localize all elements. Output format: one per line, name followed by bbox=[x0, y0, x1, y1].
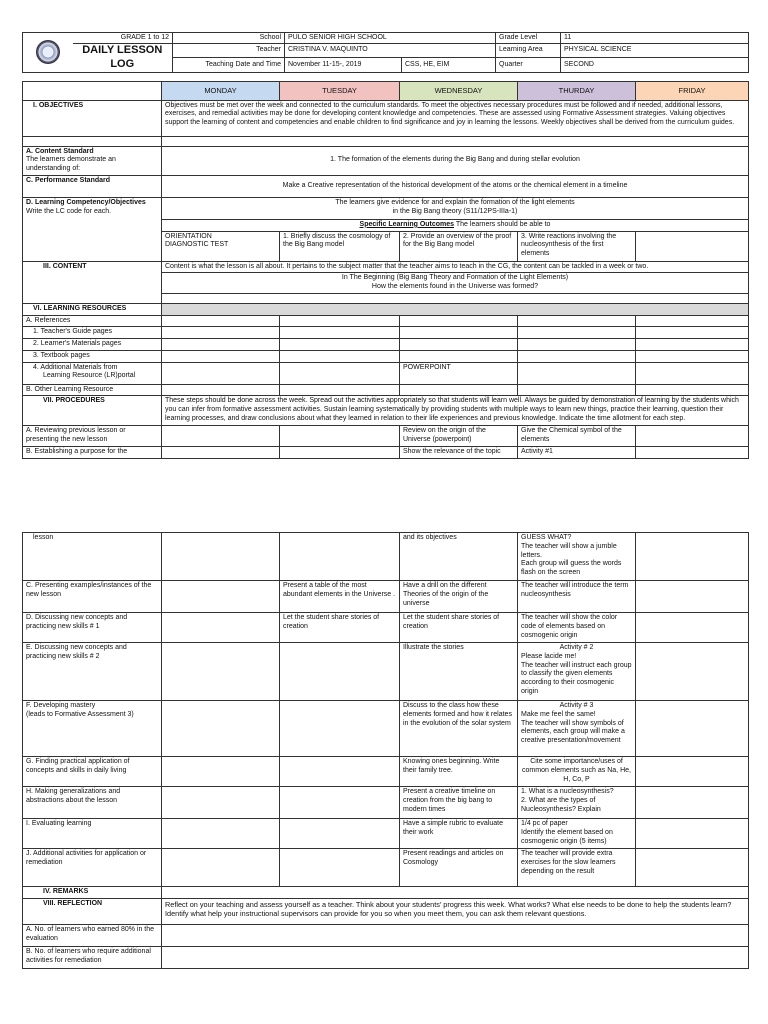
cell bbox=[636, 533, 749, 581]
cell bbox=[280, 315, 400, 327]
day-monday: MONDAY bbox=[162, 81, 280, 100]
proc-d-tuesday: Let the student share stories of creation bbox=[280, 613, 400, 643]
resources-label: VI. LEARNING RESOURCES bbox=[23, 303, 162, 315]
proc-f-thursday bbox=[518, 701, 636, 757]
lesson-table-1 bbox=[22, 81, 749, 459]
page-2 bbox=[22, 532, 748, 969]
remarks-value bbox=[162, 887, 749, 899]
cell bbox=[518, 350, 636, 362]
cell bbox=[636, 426, 749, 447]
competency-label bbox=[23, 197, 162, 261]
cell bbox=[518, 315, 636, 327]
competency-text bbox=[162, 197, 749, 219]
proc-b-thursday: Activity #1 bbox=[518, 446, 636, 458]
page-1 bbox=[22, 32, 748, 459]
proc-b-thursday-cont: GUESS WHAT? The teacher will show a jumble letters. Each group will guess the words flash on the screen bbox=[518, 533, 636, 581]
cell bbox=[636, 581, 749, 613]
objectives-text: Objectives must be met over the week and connected to the curriculum standards. To meet the objectives necessary procedures must be followed and if needed, additional lessons, exercises, and remedial activities may be done for developing content knowledge and competencies. These are assessed using Formative Assessment strategies. Valuing objectives support the learning of content and competencies and enable children to find significance and joy in learning the lessons. Weekly objectives shall be derived from the curriculum guides. bbox=[162, 100, 749, 136]
proc-f-label: F. Developing mastery (leads to Formative Assessment 3) bbox=[23, 701, 162, 757]
cell bbox=[280, 362, 400, 384]
cell bbox=[636, 613, 749, 643]
cell bbox=[518, 327, 636, 339]
cell bbox=[518, 339, 636, 351]
cell bbox=[162, 327, 280, 339]
cell bbox=[636, 787, 749, 819]
tb-label: 3. Textbook pages bbox=[23, 350, 162, 362]
cell bbox=[162, 787, 280, 819]
proc-i-label: I. Evaluating learning bbox=[23, 819, 162, 849]
proc-g-label: G. Finding practical application of concepts and skills in daily living bbox=[23, 757, 162, 787]
cell bbox=[280, 787, 400, 819]
proc-h-label: H. Making generalizations and abstractions about the lesson bbox=[23, 787, 162, 819]
grade-level-label: Grade Level bbox=[496, 33, 561, 44]
competency-line-2: in the Big Bang theory (S11/12PS-IIIa-1) bbox=[392, 207, 518, 215]
cell bbox=[162, 446, 280, 458]
slo-tuesday: 1. Briefly discuss the cosmology of the Big Bang model bbox=[280, 231, 400, 261]
reflection-a-label: A. No. of learners who earned 80% in the evaluation bbox=[23, 924, 162, 946]
cell bbox=[280, 339, 400, 351]
content-topic bbox=[162, 273, 749, 294]
content-standard-label bbox=[23, 146, 162, 175]
activity-2-title: Activity # 2 bbox=[559, 644, 594, 651]
proc-e-wednesday: Illustrate the stories bbox=[400, 643, 518, 701]
reflection-text: Reflect on your teaching and assess yourself as a teacher. Think about your students' progress this week. What works? What else needs to be done to help the students learn? Identify what help your instructional supervisors can provide for you so when you meet them, you can ask them relevant questions. bbox=[162, 898, 749, 924]
proc-a-thursday: Give the Chemical symbol of the elements bbox=[518, 426, 636, 447]
additional-wednesday: POWERPOINT bbox=[400, 362, 518, 384]
additional-line-2: Learning Resource (LR)portal bbox=[43, 372, 136, 380]
slo-wednesday: 2. Provide an overview of the proof for the Big Bang model bbox=[400, 231, 518, 261]
proc-c-tuesday: Present a table of the most abundant elements in the Universe . bbox=[280, 581, 400, 613]
cell bbox=[636, 315, 749, 327]
cell bbox=[280, 350, 400, 362]
page-title: DAILY LESSON LOG bbox=[73, 44, 173, 73]
cell bbox=[518, 384, 636, 396]
cell bbox=[636, 849, 749, 887]
reflection-a-value bbox=[162, 924, 749, 946]
cell bbox=[162, 849, 280, 887]
grade-label: GRADE 1 to 12 bbox=[73, 33, 173, 44]
performance-standard-label: C. Performance Standard bbox=[23, 175, 162, 197]
cell bbox=[400, 339, 518, 351]
day-thursday: THURDAY bbox=[518, 81, 636, 100]
grade-level-value: 11 bbox=[561, 33, 749, 44]
cell bbox=[162, 339, 280, 351]
cell bbox=[636, 643, 749, 701]
cell bbox=[636, 339, 749, 351]
content-label: III. CONTENT bbox=[23, 261, 162, 303]
cell bbox=[636, 446, 749, 458]
cell bbox=[280, 446, 400, 458]
cell bbox=[280, 327, 400, 339]
lesson-table-2 bbox=[22, 532, 749, 969]
logo-cell bbox=[23, 33, 73, 73]
cell bbox=[162, 643, 280, 701]
cell bbox=[518, 362, 636, 384]
additional-materials-label bbox=[23, 362, 162, 384]
cell bbox=[636, 327, 749, 339]
references-label: A. References bbox=[23, 315, 162, 327]
slo-header bbox=[162, 219, 749, 231]
objectives-label: I. OBJECTIVES bbox=[23, 100, 162, 136]
cell bbox=[280, 426, 400, 447]
activity-3-text: Make me feel the same! The teacher will show symbols of elements, each group will make a creative presentation/movement bbox=[521, 710, 625, 744]
slo-friday bbox=[636, 231, 749, 261]
cell bbox=[280, 533, 400, 581]
proc-c-thursday: The teacher will introduce the term nucleosynthesis bbox=[518, 581, 636, 613]
proc-d-label: D. Discussing new concepts and practicing new skills # 1 bbox=[23, 613, 162, 643]
proc-d-thursday: The teacher will show the color code of elements based on cosmogenic origin bbox=[518, 613, 636, 643]
cell bbox=[162, 581, 280, 613]
cell bbox=[162, 384, 280, 396]
proc-d-wednesday: Let the student share stories of creation bbox=[400, 613, 518, 643]
quarter-value: SECOND bbox=[561, 58, 749, 72]
content-standard-text: 1. The formation of the elements during the Big Bang and during stellar evolution bbox=[162, 146, 749, 175]
procedures-text: These steps should be done across the week. Spread out the activities appropriately so that students will learn well. Always be guided by demonstration of learning by the students which you can infer from formative assessment activities. Sustain learning systematically by providing students with multiple ways to learn new things, practice their learning, question their learning processes, and draw conclusions about what they learned in relation to their life experiences and previous knowledge. Indicate the time allotment for each step. bbox=[162, 396, 749, 426]
competency-sub: Write the LC code for each. bbox=[26, 207, 112, 215]
cell bbox=[636, 701, 749, 757]
quarter-label: Quarter bbox=[496, 58, 561, 72]
cell bbox=[400, 350, 518, 362]
slo-title: Specific Learning Outcomes bbox=[359, 220, 455, 228]
date-label: Teaching Date and Time bbox=[173, 58, 285, 72]
cell bbox=[636, 350, 749, 362]
teacher-value: CRISTINA V. MAQUINTO bbox=[285, 44, 496, 58]
content-topic-2: How the elements found in the Universe was formed? bbox=[371, 283, 539, 290]
cell bbox=[162, 701, 280, 757]
cell bbox=[162, 426, 280, 447]
cell bbox=[162, 757, 280, 787]
proc-b-label-cont: lesson bbox=[23, 533, 162, 581]
cell bbox=[162, 819, 280, 849]
proc-c-label: C. Presenting examples/instances of the new lesson bbox=[23, 581, 162, 613]
competency-line-1: The learners give evidence for and explain the formation of the light elements bbox=[335, 198, 575, 206]
day-wednesday: WEDNESDAY bbox=[400, 81, 518, 100]
proc-j-wednesday: Present readings and articles on Cosmology bbox=[400, 849, 518, 887]
school-label: School bbox=[173, 33, 285, 44]
reflection-label: VIII. REFLECTION bbox=[23, 898, 162, 924]
teacher-label: Teacher bbox=[173, 44, 285, 58]
proc-e-label: E. Discussing new concepts and practicing new skills # 2 bbox=[23, 643, 162, 701]
additional-line-1: 4. Additional Materials from bbox=[33, 363, 118, 371]
day-tuesday: TUESDAY bbox=[280, 81, 400, 100]
cell bbox=[636, 384, 749, 396]
spacer bbox=[23, 136, 162, 146]
activity-3-title: Activity # 3 bbox=[559, 702, 594, 709]
proc-b-label: B. Establishing a purpose for the bbox=[23, 446, 162, 458]
date-extra: CSS, HE, EIM bbox=[402, 58, 496, 72]
proc-j-label: J. Additional activities for application or remediation bbox=[23, 849, 162, 887]
cell bbox=[280, 701, 400, 757]
proc-b-wednesday-cont: and its objectives bbox=[400, 533, 518, 581]
activity-2-text: Please lacide me! The teacher will instruct each group to classify the given elements according to their cosmogenic origin bbox=[521, 652, 632, 695]
cell bbox=[636, 362, 749, 384]
slo-rest: The learners should be able to bbox=[454, 220, 551, 228]
other-resources-label: B. Other Learning Resource bbox=[23, 384, 162, 396]
proc-a-label: A. Reviewing previous lesson or presenting the new lesson bbox=[23, 426, 162, 447]
header-table bbox=[22, 32, 749, 73]
slo-monday: ORIENTATION DIAGNOSTIC TEST bbox=[162, 231, 280, 261]
content-text: Content is what the lesson is all about. It pertains to the subject matter that the teacher aims to teach in the CG, the content can be tackled in a week or two. bbox=[162, 261, 749, 273]
cell bbox=[280, 819, 400, 849]
content-standard-sub: The learners demonstrate an understanding of: bbox=[26, 156, 116, 172]
cell bbox=[400, 315, 518, 327]
proc-g-wednesday: Knowing ones beginning. Write their family tree. bbox=[400, 757, 518, 787]
cell bbox=[636, 757, 749, 787]
cell bbox=[280, 757, 400, 787]
proc-i-wednesday: Have a simple rubric to evaluate their work bbox=[400, 819, 518, 849]
cell bbox=[280, 384, 400, 396]
date-value: November 11-15-, 2019 bbox=[285, 58, 402, 72]
proc-h-thursday: 1. What is a nucleosynthesis? 2. What are the types of Nucleosynthesis? Explain bbox=[518, 787, 636, 819]
proc-g-thursday: Cite some importance/uses of common elements such as Na, He, H, Co, P bbox=[518, 757, 636, 787]
deped-seal-icon bbox=[36, 40, 60, 64]
cell bbox=[162, 315, 280, 327]
tg-label: 1. Teacher's Guide pages bbox=[23, 327, 162, 339]
school-value: PULO SENIOR HIGH SCHOOL bbox=[285, 33, 496, 44]
cell bbox=[162, 613, 280, 643]
cell bbox=[162, 533, 280, 581]
content-topic-1: In The Beginning (Big Bang Theory and Formation of the Light Elements) bbox=[341, 274, 569, 282]
reflection-b-value bbox=[162, 946, 749, 968]
cell bbox=[636, 819, 749, 849]
proc-f-wednesday: Discuss to the class how these elements formed and how it relates in the evolution of the solar system bbox=[400, 701, 518, 757]
proc-j-thursday: The teacher will provide extra exercises for the slow learners depending on the result bbox=[518, 849, 636, 887]
resources-shade bbox=[162, 303, 749, 315]
cell bbox=[162, 362, 280, 384]
proc-i-thursday: 1/4 pc of paper Identify the element based on cosmogenic origin (5 items) bbox=[518, 819, 636, 849]
cell bbox=[400, 327, 518, 339]
area-value: PHYSICAL SCIENCE bbox=[561, 44, 749, 58]
slo-thursday: 3. Write reactions involving the nucleosynthesis of the first elements bbox=[518, 231, 636, 261]
cell bbox=[280, 849, 400, 887]
lm-label: 2. Learner's Materials pages bbox=[23, 339, 162, 351]
cell bbox=[162, 350, 280, 362]
day-friday: FRIDAY bbox=[636, 81, 749, 100]
competency-title: D. Learning Competency/Objectives bbox=[26, 198, 146, 206]
proc-c-wednesday: Have a drill on the different Theories of the origin of the universe bbox=[400, 581, 518, 613]
content-standard-title: A. Content Standard bbox=[26, 147, 94, 155]
proc-e-thursday bbox=[518, 643, 636, 701]
proc-b-wednesday: Show the relevance of the topic bbox=[400, 446, 518, 458]
spacer bbox=[162, 136, 749, 146]
proc-h-wednesday: Present a creative timeline on creation from the big bang to modern times bbox=[400, 787, 518, 819]
cell bbox=[400, 384, 518, 396]
reflection-b-label: B. No. of learners who require additional activities for remediation bbox=[23, 946, 162, 968]
procedures-label: VII. PROCEDURES bbox=[23, 396, 162, 426]
spacer bbox=[162, 293, 749, 303]
area-label: Learning Area bbox=[496, 44, 561, 58]
remarks-label: IV. REMARKS bbox=[23, 887, 162, 899]
blank-corner bbox=[23, 81, 162, 100]
cell bbox=[280, 643, 400, 701]
performance-standard-text: Make a Creative representation of the historical development of the atoms or the chemical element in a timeline bbox=[162, 175, 749, 197]
proc-a-wednesday: Review on the origin of the Universe (powerpoint) bbox=[400, 426, 518, 447]
